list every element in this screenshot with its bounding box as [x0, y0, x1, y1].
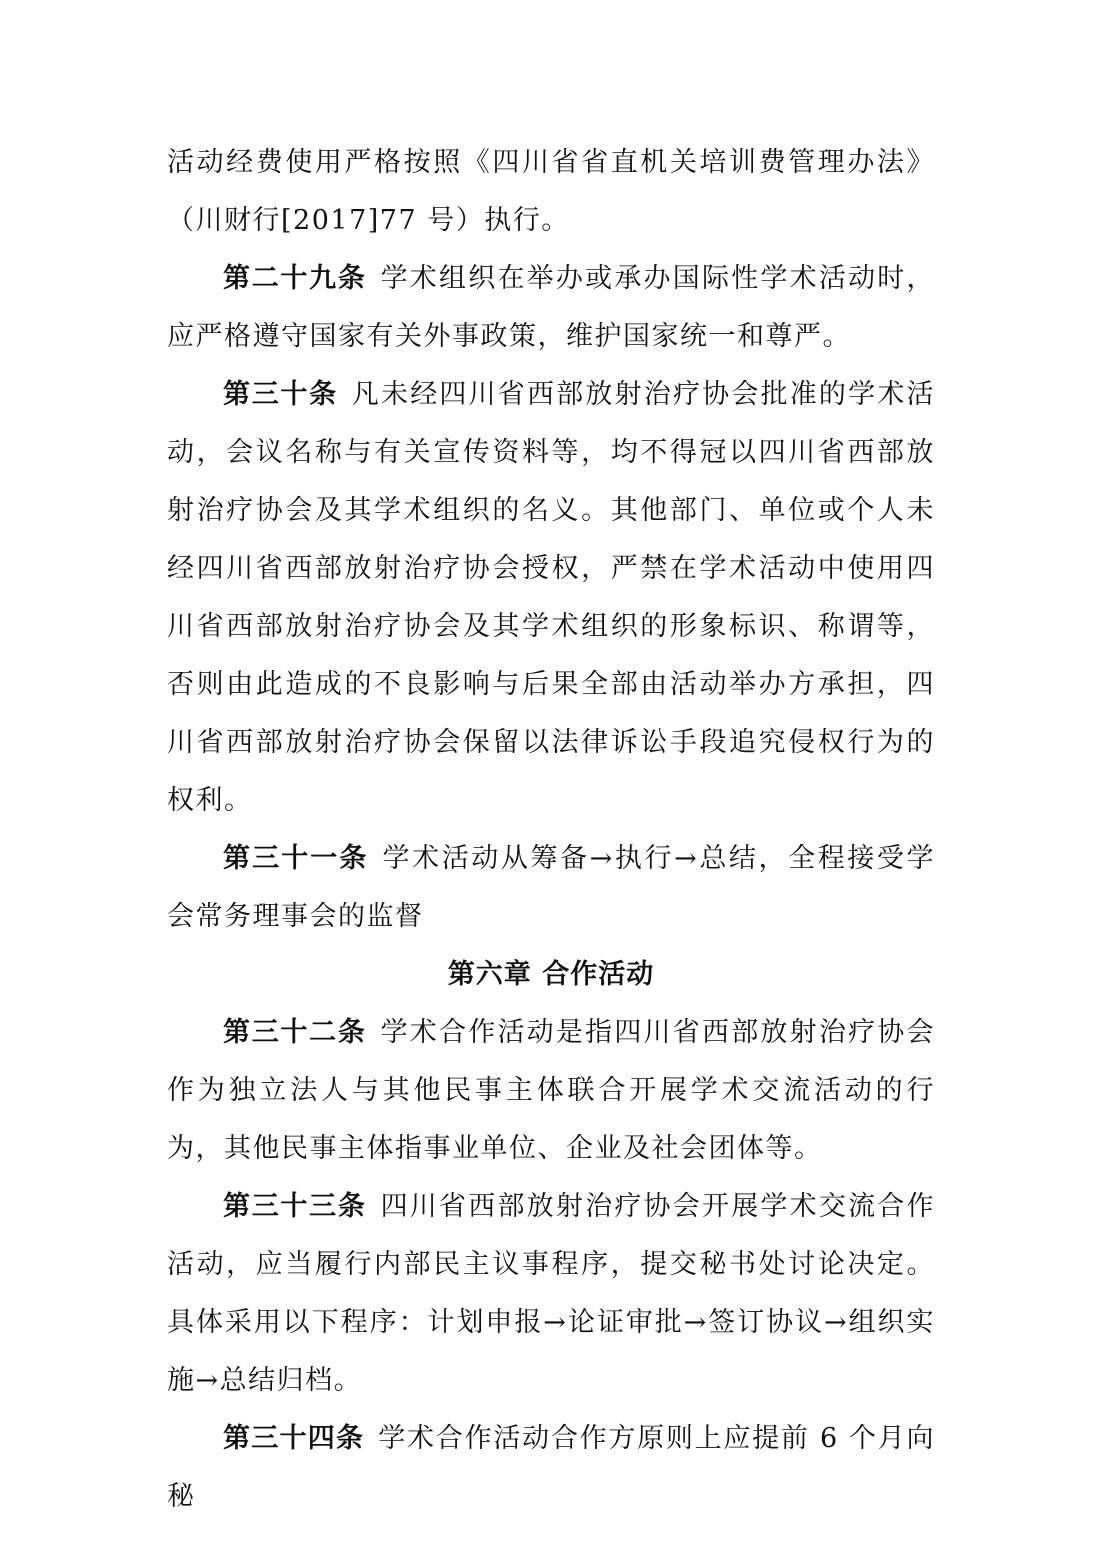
article-31-label: 第三十一条: [223, 843, 369, 874]
article-33-label: 第三十三条: [223, 1191, 367, 1222]
article-30-text: 凡未经四川省西部放射治疗协会批准的学术活动，会议名称与有关宣传资料等，均不得冠以四川省西部放射治疗协会及其学术组织的名义。其他部门、单位或个人未经四川省西部放射治疗协会授权，严禁在学术活动中使用四川省西部放射治疗协会及其学术组织的形象标识、称谓等，否则由此造成的不良影响与后果全部由活动举办方承担，四川省西部放射治疗协会保留以法律诉讼手段追究侵权行为的权利。: [167, 379, 936, 816]
article-29: [167, 250, 935, 366]
article-29-label: 第二十九条: [223, 263, 367, 294]
article-34-text: 学术合作活动合作方原则上应提前 6 个月向秘: [167, 1423, 936, 1512]
article-33-text: 四川省西部放射治疗协会开展学术交流合作活动，应当履行内部民主议事程序，提交秘书处讨论决定。具体采用以下程序：计划申报→论证审批→签订协议→组织实施→总结归档。: [167, 1191, 936, 1396]
article-30-label: 第三十条: [223, 379, 338, 410]
article-29-text: 学术组织在举办或承办国际性学术活动时，应严格遵守国家有关外事政策，维护国家统一和尊严。: [167, 263, 936, 352]
article-32-label: 第三十二条: [223, 1017, 367, 1048]
article-33: [167, 1178, 935, 1410]
continuation-paragraph: [167, 134, 935, 250]
chapter-heading: 第六章 合作活动: [447, 959, 655, 990]
article-31: [167, 830, 935, 946]
article-31-text: 学术活动从筹备→执行→总结，全程接受学会常务理事会的监督: [167, 843, 936, 932]
document-body: [167, 134, 935, 1526]
article-34-label: 第三十四条: [223, 1423, 365, 1454]
article-32: [167, 1004, 935, 1178]
article-32-text: 学术合作活动是指四川省西部放射治疗协会作为独立法人与其他民事主体联合开展学术交流活动的行为，其他民事主体指事业单位、企业及社会团体等。: [167, 1017, 936, 1164]
article-30: [167, 366, 935, 830]
continuation-text: 活动经费使用严格按照《四川省省直机关培训费管理办法》（川财行[2017]77 号）执行。: [167, 147, 935, 236]
article-34: [167, 1410, 935, 1526]
